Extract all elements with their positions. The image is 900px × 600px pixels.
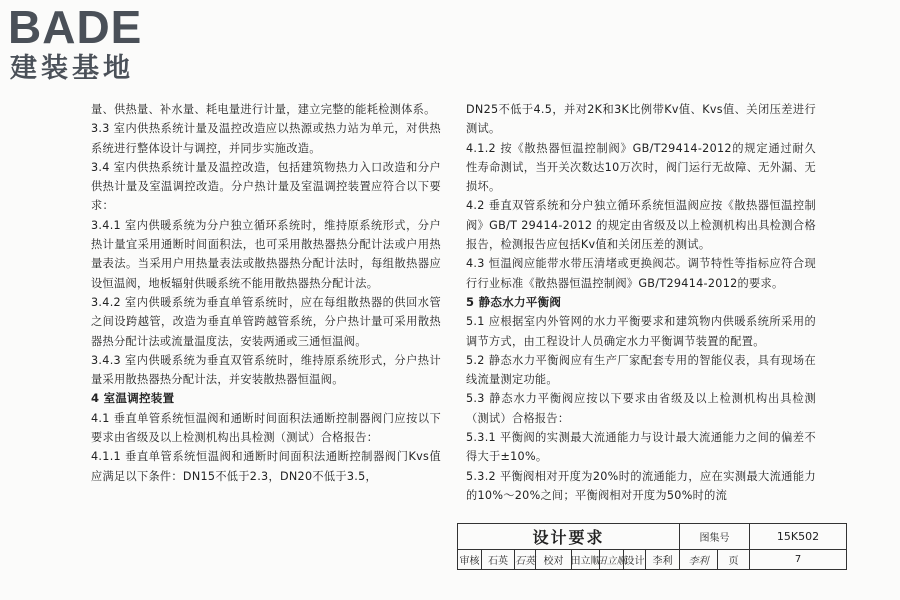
paragraph: 4.1.1 垂直单管系统恒温阀和通断时间面积法通断控制器阀门Kvs值应满足以下条件：DN15不低于2.3，DN20不低于3.5，	[91, 450, 441, 483]
check-signature: 田立顺	[600, 550, 624, 569]
bade-logo	[8, 1, 178, 84]
paragraph: 4.2 垂直双管系统和分户独立循环系统恒温阀应按《散热器恒温控制阀》GB/T 29414-2012 的规定由省级及以上检测机构出具检测合格报告，检测报告应包括Kv值和关闭压差的测试。	[466, 199, 816, 252]
review-signature: 石英	[515, 550, 536, 569]
review-label: 审核	[458, 550, 482, 569]
check-label: 校对	[536, 550, 572, 569]
paragraph: 3.4 室内供热系统计量及温控改造，包括建筑物热力入口改造和分户供热计量及室温调控改造。分户热计量及室温调控装置应符合以下要求：	[91, 160, 441, 213]
paragraph: DN25不低于4.5，并对2K和3K比例带Kv值、Kvs值、关闭压差进行测试。	[466, 103, 816, 136]
paragraph: 4.1 垂直单管系统恒温阀和通断时间面积法通断控制器阀门应按以下要求由省级及以上检测机构出具检测（测试）合格报告：	[91, 411, 441, 445]
paragraph: 3.3 室内供热系统计量及温控改造应以热源或热力站为单元，对供热系统进行整体设计与调控，并同步实施改造。	[91, 122, 441, 155]
paragraph: 5.3.2 平衡阀相对开度为20%时的流通能力，应在实测最大流通能力的10%～20%之间；平衡阀相对开度为50%时的流	[466, 469, 816, 502]
left-text-column	[91, 100, 441, 486]
design-label: 设计	[624, 550, 646, 569]
design-signature: 李利	[680, 550, 718, 569]
review-name: 石英	[482, 550, 515, 569]
paragraph: 4.1.2 按《散热器恒温控制阀》GB/T29414-2012的规定通过耐久性寿命测试，当开关次数达10万次时，阀门运行无故障、无外漏、无损坏。	[466, 141, 816, 194]
paragraph: 5.3 静态水力平衡阀应按以下要求由省级及以上检测机构出具检测（测试）合格报告：	[466, 392, 816, 425]
logo-subtitle: 建装基地	[10, 53, 134, 84]
design-name: 李利	[646, 550, 680, 569]
atlas-number: 15K502	[750, 524, 846, 550]
drawing-title-block	[457, 523, 847, 570]
section-heading: 4 室温调控装置	[91, 391, 175, 406]
paragraph: 3.4.2 室内供暖系统为垂直单管系统时，应在每组散热器的供回水管之间设跨越管，改造为垂直单管跨越管系统，分户热计量可采用散热器热分配计法或流量温度法，安装两通或三通恒温阀。	[91, 295, 441, 348]
page-label: 页	[718, 550, 750, 569]
paragraph: 量、供热量、补水量、耗电量进行计量，建立完整的能耗检测体系。	[91, 103, 436, 116]
check-name: 田立顺	[572, 550, 600, 569]
paragraph: 4.3 恒温阀应能带水带压清堵或更换阀芯。调节特性等指标应符合现行行业标准《散热器恒温控制阀》GB/T29414-2012的要求。	[466, 257, 816, 290]
paragraph: 5.1 应根据室内外管网的水力平衡要求和建筑物内供暖系统所采用的调节方式，由工程设计人员确定水力平衡调节装置的配置。	[466, 315, 816, 348]
right-text-column	[466, 100, 816, 505]
sheet-title: 设计要求	[458, 524, 680, 550]
paragraph: 3.4.3 室内供暖系统为垂直双管系统时，维持原系统形式，分户热计量采用散热器热分配计法，并安装散热器恒温阀。	[91, 353, 441, 387]
atlas-number-label: 图集号	[680, 524, 750, 550]
paragraph: 5.2 静态水力平衡阀应有生产厂家配套专用的智能仪表，具有现场在线流量测定功能。	[466, 353, 816, 387]
paragraph: 5.3.1 平衡阀的实测最大流通能力与设计最大流通能力之间的偏差不得大于±10%。	[466, 431, 816, 464]
logo-wordmark: BADE	[8, 1, 143, 53]
section-heading: 5 静态水力平衡阀	[466, 294, 562, 309]
paragraph: 3.4.1 室内供暖系统为分户独立循环系统时，维持原系统形式，分户热计量宜采用通断时间面积法，也可采用散热器热分配计法或户用热量表法。当采用户用热量表法或散热器热分配计法时，每组散热器应设恒温阀，地板辐射供暖系统不能用散热器热分配计法。	[91, 218, 441, 290]
page-number: 7	[794, 554, 802, 565]
